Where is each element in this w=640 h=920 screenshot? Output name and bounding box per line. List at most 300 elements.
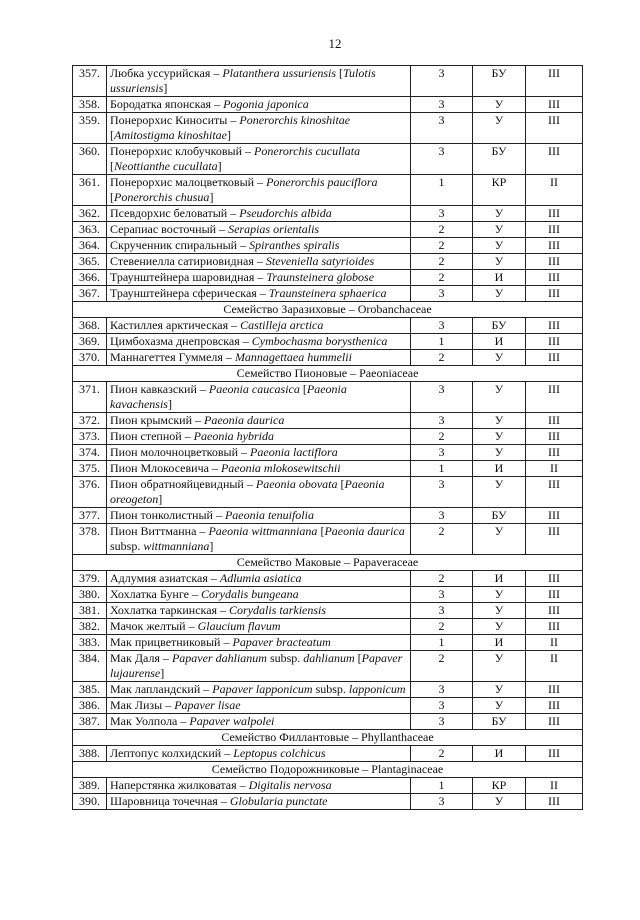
latin-name: Pseudorchis albida xyxy=(239,206,332,220)
name-text: Адлумия азиатская – xyxy=(110,571,220,585)
status: И xyxy=(473,571,526,587)
name-text: ] xyxy=(160,666,165,680)
priority: III xyxy=(526,318,583,334)
name-text: Наперстянка жилковатая – xyxy=(110,778,249,792)
table-row xyxy=(73,113,583,144)
status: И xyxy=(473,461,526,477)
latin-name: Paeonia lactiflora xyxy=(250,445,338,459)
table-row xyxy=(73,587,583,603)
status: У xyxy=(473,477,526,508)
table-row xyxy=(73,603,583,619)
status: У xyxy=(473,206,526,222)
category: 3 xyxy=(411,206,473,222)
species-table xyxy=(72,65,583,810)
row-number: 380. xyxy=(73,587,107,603)
row-number: 374. xyxy=(73,445,107,461)
name-text: Пион молочноцветковый – xyxy=(110,445,251,459)
species-name xyxy=(107,651,411,682)
latin-name: Castilleja arctica xyxy=(240,318,324,332)
priority: III xyxy=(526,238,583,254)
name-text: Лептопус колхидский – xyxy=(110,746,234,760)
table-row xyxy=(73,238,583,254)
category: 3 xyxy=(411,66,473,97)
row-number: 372. xyxy=(73,413,107,429)
table-row xyxy=(73,698,583,714)
name-text: subsp. xyxy=(312,682,349,696)
latin-name: Mannagettaea hummelii xyxy=(234,350,352,364)
species-name xyxy=(107,698,411,714)
status: У xyxy=(473,429,526,445)
name-text: [ xyxy=(110,128,114,142)
latin-name: Paeonia wittmanniana xyxy=(208,524,318,538)
category: 3 xyxy=(411,603,473,619)
page-number: 12 xyxy=(328,36,342,51)
name-text: Понерорхис Киноситы – xyxy=(110,113,240,127)
latin-name: Papaver bracteatum xyxy=(232,635,331,649)
status: У xyxy=(473,587,526,603)
name-text: subsp. xyxy=(110,539,144,553)
table-row xyxy=(73,794,583,810)
priority: III xyxy=(526,445,583,461)
name-text: Хохлатка Бунге – xyxy=(110,587,201,601)
status: У xyxy=(473,445,526,461)
name-text: Пион степной – xyxy=(110,429,194,443)
table-row xyxy=(73,175,583,206)
species-name xyxy=(107,334,411,350)
table-row xyxy=(73,270,583,286)
latin-name: Paeonia caucasica xyxy=(208,382,300,396)
priority: III xyxy=(526,350,583,366)
priority: III xyxy=(526,66,583,97)
priority: III xyxy=(526,682,583,698)
category: 2 xyxy=(411,222,473,238)
priority: III xyxy=(526,698,583,714)
status: И xyxy=(473,270,526,286)
latin-name: Papaver lisae xyxy=(174,698,241,712)
name-text: [ xyxy=(110,190,114,204)
category: 2 xyxy=(411,270,473,286)
category: 3 xyxy=(411,286,473,302)
row-number: 368. xyxy=(73,318,107,334)
row-number: 384. xyxy=(73,651,107,682)
category: 2 xyxy=(411,619,473,635)
species-name xyxy=(107,413,411,429)
status: У xyxy=(473,238,526,254)
species-name xyxy=(107,746,411,762)
status: У xyxy=(473,222,526,238)
name-text: ] xyxy=(158,492,163,506)
priority: III xyxy=(526,286,583,302)
latin-name: Corydalis tarkiensis xyxy=(229,603,327,617)
category: 3 xyxy=(411,113,473,144)
latin-name: Paeonia daurica xyxy=(324,524,405,538)
row-number: 359. xyxy=(73,113,107,144)
row-number: 373. xyxy=(73,429,107,445)
latin-name: Globularia punctate xyxy=(229,794,328,808)
species-name xyxy=(107,113,411,144)
row-number: 388. xyxy=(73,746,107,762)
status: И xyxy=(473,334,526,350)
category: 3 xyxy=(411,144,473,175)
name-text: ] xyxy=(209,190,214,204)
latin-name: Paeonia obovata xyxy=(255,477,338,491)
row-number: 365. xyxy=(73,254,107,270)
category: 2 xyxy=(411,238,473,254)
species-name xyxy=(107,445,411,461)
species-name xyxy=(107,778,411,794)
name-text: Хохлатка таркинская – xyxy=(110,603,230,617)
name-text: [ xyxy=(336,66,344,80)
row-number: 357. xyxy=(73,66,107,97)
status: И xyxy=(473,635,526,651)
table-row xyxy=(73,445,583,461)
latin-name: Paeonia mlokosewitschii xyxy=(220,461,341,475)
latin-name: Papaver lujaurense xyxy=(110,651,403,680)
priority: III xyxy=(526,603,583,619)
latin-name: Tulotis ussuriensis xyxy=(110,66,376,95)
family-header-row xyxy=(73,366,583,382)
name-text: ] xyxy=(163,81,168,95)
species-name xyxy=(107,619,411,635)
table-row xyxy=(73,778,583,794)
table-row xyxy=(73,66,583,97)
species-name xyxy=(107,144,411,175)
species-name xyxy=(107,318,411,334)
species-name xyxy=(107,270,411,286)
species-name xyxy=(107,97,411,113)
priority: III xyxy=(526,524,583,555)
status: У xyxy=(473,682,526,698)
row-number: 364. xyxy=(73,238,107,254)
species-name xyxy=(107,477,411,508)
latin-name: Paeonia hybrida xyxy=(193,429,274,443)
latin-name: wittmanniana xyxy=(143,539,210,553)
name-text: [ xyxy=(317,524,325,538)
status: БУ xyxy=(473,318,526,334)
status: У xyxy=(473,350,526,366)
category: 3 xyxy=(411,794,473,810)
name-text: Кастиллея арктическая – xyxy=(110,318,241,332)
latin-name: Paeonia daurica xyxy=(204,413,285,427)
latin-name: Glaucium flavum xyxy=(197,619,281,633)
latin-name: dahlianum xyxy=(303,651,355,665)
name-text: Пион Млокосевича – xyxy=(110,461,221,475)
table-row xyxy=(73,334,583,350)
category: 3 xyxy=(411,698,473,714)
table-row xyxy=(73,382,583,413)
row-number: 382. xyxy=(73,619,107,635)
latin-name: Serapias orientalis xyxy=(228,222,320,236)
table-row xyxy=(73,651,583,682)
latin-name: Digitalis nervosa xyxy=(248,778,332,792)
name-text: Мак прицветниковый – xyxy=(110,635,233,649)
table-row xyxy=(73,318,583,334)
category: 1 xyxy=(411,334,473,350)
family-name: Семейство Подорожниковые – Plantaginaceae xyxy=(73,762,583,778)
latin-name: Traunsteinera globose xyxy=(266,270,375,284)
name-text: Пион Виттманна – xyxy=(110,524,209,538)
table-row xyxy=(73,508,583,524)
category: 2 xyxy=(411,571,473,587)
species-name xyxy=(107,714,411,730)
family-header-row xyxy=(73,762,583,778)
table-row xyxy=(73,286,583,302)
species-name xyxy=(107,508,411,524)
species-name xyxy=(107,238,411,254)
species-name xyxy=(107,429,411,445)
category: 1 xyxy=(411,635,473,651)
species-name xyxy=(107,794,411,810)
row-number: 377. xyxy=(73,508,107,524)
latin-name: Leptopus colchicus xyxy=(233,746,326,760)
name-text: Мак Лизы – xyxy=(110,698,175,712)
family-header-row xyxy=(73,555,583,571)
species-name xyxy=(107,222,411,238)
family-name: Семейство Пионовые – Paeoniaceae xyxy=(73,366,583,382)
latin-name: Paeonia tenuifolia xyxy=(224,508,314,522)
latin-name: Steveniella satyrioides xyxy=(265,254,375,268)
priority: II xyxy=(526,635,583,651)
latin-name: Ponerorchis pauciflora xyxy=(266,175,378,189)
table-row xyxy=(73,524,583,555)
row-number: 361. xyxy=(73,175,107,206)
latin-name: Ponerorchis kinoshitae xyxy=(239,113,351,127)
row-number: 360. xyxy=(73,144,107,175)
category: 1 xyxy=(411,461,473,477)
species-name xyxy=(107,524,411,555)
latin-name: Ponerorchis cucullata xyxy=(254,144,361,158)
name-text: Понерорхис малоцветковый – xyxy=(110,175,267,189)
name-text: Серапиас восточный – xyxy=(110,222,229,236)
latin-name: lapponicum xyxy=(348,682,406,696)
table-row xyxy=(73,619,583,635)
status: У xyxy=(473,603,526,619)
priority: III xyxy=(526,619,583,635)
row-number: 389. xyxy=(73,778,107,794)
priority: III xyxy=(526,794,583,810)
status: У xyxy=(473,524,526,555)
category: 1 xyxy=(411,778,473,794)
status: У xyxy=(473,286,526,302)
latin-name: Amitostigma kinoshitae xyxy=(114,128,227,142)
status: У xyxy=(473,619,526,635)
status: У xyxy=(473,413,526,429)
species-name xyxy=(107,206,411,222)
category: 3 xyxy=(411,97,473,113)
row-number: 386. xyxy=(73,698,107,714)
table-row xyxy=(73,350,583,366)
priority: III xyxy=(526,477,583,508)
category: 2 xyxy=(411,746,473,762)
table-row xyxy=(73,682,583,698)
table-row xyxy=(73,571,583,587)
latin-name: Traunsteinera sphaerica xyxy=(268,286,387,300)
category: 3 xyxy=(411,477,473,508)
species-name xyxy=(107,635,411,651)
category: 3 xyxy=(411,714,473,730)
row-number: 381. xyxy=(73,603,107,619)
table-row xyxy=(73,206,583,222)
priority: III xyxy=(526,144,583,175)
status: У xyxy=(473,794,526,810)
table-row xyxy=(73,254,583,270)
species-name xyxy=(107,461,411,477)
status: БУ xyxy=(473,66,526,97)
row-number: 370. xyxy=(73,350,107,366)
priority: III xyxy=(526,206,583,222)
status: У xyxy=(473,254,526,270)
latin-name: Neottianthe cucullata xyxy=(114,159,218,173)
species-name xyxy=(107,286,411,302)
row-number: 375. xyxy=(73,461,107,477)
row-number: 376. xyxy=(73,477,107,508)
row-number: 358. xyxy=(73,97,107,113)
name-text: Пион крымский – xyxy=(110,413,204,427)
row-number: 363. xyxy=(73,222,107,238)
category: 3 xyxy=(411,413,473,429)
table-row xyxy=(73,477,583,508)
row-number: 369. xyxy=(73,334,107,350)
species-name xyxy=(107,587,411,603)
species-name xyxy=(107,682,411,698)
family-name: Семейство Маковые – Papaveraceae xyxy=(73,555,583,571)
priority: III xyxy=(526,429,583,445)
status: И xyxy=(473,746,526,762)
name-text: Маннагеттея Гуммеля – xyxy=(110,350,235,364)
latin-name: Corydalis bungeana xyxy=(200,587,299,601)
name-text: Траунштейнера шаровидная – xyxy=(110,270,267,284)
family-header-row xyxy=(73,730,583,746)
row-number: 371. xyxy=(73,382,107,413)
category: 3 xyxy=(411,445,473,461)
name-text: Пион кавказский – xyxy=(110,382,209,396)
name-text: Псевдорхис беловатый – xyxy=(110,206,240,220)
latin-name: Papaver walpolei xyxy=(189,714,275,728)
table-row xyxy=(73,461,583,477)
table-row xyxy=(73,222,583,238)
latin-name: Pogonia japonica xyxy=(223,97,309,111)
priority: III xyxy=(526,587,583,603)
name-text: ] xyxy=(167,397,172,411)
family-name: Семейство Филлантовые – Phyllanthaceae xyxy=(73,730,583,746)
row-number: 367. xyxy=(73,286,107,302)
priority: III xyxy=(526,222,583,238)
name-text: ] xyxy=(217,159,222,173)
species-name xyxy=(107,350,411,366)
category: 3 xyxy=(411,587,473,603)
table-row xyxy=(73,144,583,175)
priority: III xyxy=(526,254,583,270)
latin-name: Papaver dahlianum xyxy=(171,651,267,665)
priority: III xyxy=(526,97,583,113)
priority: III xyxy=(526,571,583,587)
name-text: Скрученник спиральный – xyxy=(110,238,250,252)
table-row xyxy=(73,429,583,445)
latin-name: Cymbochasma borysthenica xyxy=(251,334,388,348)
row-number: 385. xyxy=(73,682,107,698)
name-text: Шаровница точечная – xyxy=(110,794,230,808)
name-text: ] xyxy=(227,128,231,142)
species-name xyxy=(107,175,411,206)
status: КР xyxy=(473,778,526,794)
priority: III xyxy=(526,334,583,350)
name-text: Пион обратнояйцевидный – xyxy=(110,477,256,491)
status: У xyxy=(473,113,526,144)
priority: III xyxy=(526,413,583,429)
row-number: 362. xyxy=(73,206,107,222)
table-row xyxy=(73,714,583,730)
name-text: Мак Даля – xyxy=(110,651,172,665)
priority: III xyxy=(526,270,583,286)
name-text: Мачок желтый – xyxy=(110,619,198,633)
category: 2 xyxy=(411,350,473,366)
name-text: Стевениелла сатириовидная – xyxy=(110,254,266,268)
status: У xyxy=(473,382,526,413)
priority: III xyxy=(526,714,583,730)
category: 2 xyxy=(411,651,473,682)
family-header-row xyxy=(73,302,583,318)
priority: II xyxy=(526,778,583,794)
latin-name: Platanthera ussuriensis xyxy=(222,66,337,80)
table-row xyxy=(73,746,583,762)
name-text: Бородатка японская – xyxy=(110,97,224,111)
row-number: 379. xyxy=(73,571,107,587)
category: 2 xyxy=(411,254,473,270)
latin-name: Papaver lapponicum xyxy=(212,682,313,696)
priority: III xyxy=(526,113,583,144)
priority: II xyxy=(526,461,583,477)
name-text: Понерорхис клобучковый – xyxy=(110,144,255,158)
category: 3 xyxy=(411,382,473,413)
table-row xyxy=(73,97,583,113)
name-text: Мак Уолпола – xyxy=(110,714,190,728)
row-number: 390. xyxy=(73,794,107,810)
name-text: [ xyxy=(110,159,114,173)
priority: II xyxy=(526,175,583,206)
table-row xyxy=(73,635,583,651)
latin-name: Paeonia oreogeton xyxy=(110,477,385,506)
status: У xyxy=(473,698,526,714)
row-number: 378. xyxy=(73,524,107,555)
status: КР xyxy=(473,175,526,206)
priority: III xyxy=(526,382,583,413)
name-text: [ xyxy=(354,651,362,665)
name-text: Цимбохазма днепровская – xyxy=(110,334,252,348)
name-text: [ xyxy=(299,382,307,396)
latin-name: Paeonia kavachensis xyxy=(110,382,347,411)
species-name xyxy=(107,603,411,619)
status: У xyxy=(473,651,526,682)
species-name xyxy=(107,254,411,270)
name-text: Траунштейнера сферическая – xyxy=(110,286,269,300)
status: БУ xyxy=(473,508,526,524)
status: БУ xyxy=(473,144,526,175)
name-text: Любка уссурийская – xyxy=(110,66,223,80)
species-name xyxy=(107,571,411,587)
category: 2 xyxy=(411,429,473,445)
name-text: ] xyxy=(209,539,214,553)
latin-name: Spiranthes spiralis xyxy=(249,238,340,252)
species-name xyxy=(107,66,411,97)
latin-name: Adlumia asiatica xyxy=(219,571,302,585)
species-name xyxy=(107,382,411,413)
name-text: Пион тонколистный – xyxy=(110,508,225,522)
latin-name: Ponerorchis chusua xyxy=(114,190,210,204)
category: 1 xyxy=(411,175,473,206)
name-text: subsp. xyxy=(266,651,304,665)
priority: II xyxy=(526,651,583,682)
category: 2 xyxy=(411,524,473,555)
